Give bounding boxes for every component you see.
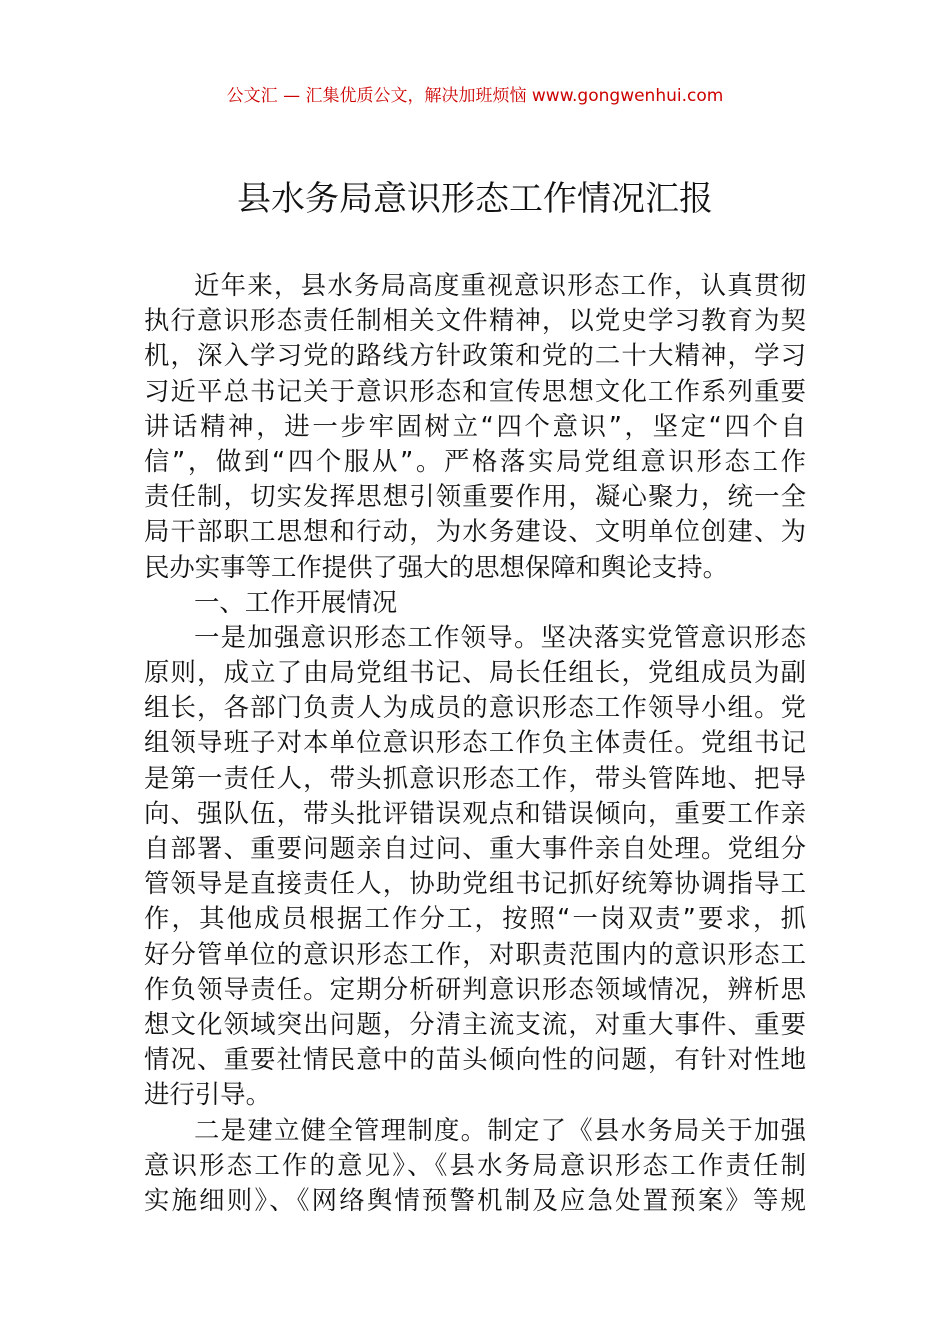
paragraph-line: 向、强队伍，带头批评错误观点和错误倾向，重要工作亲	[144, 797, 806, 828]
paragraph-line: 一、工作开展情况	[194, 586, 398, 617]
paragraph	[144, 620, 806, 1113]
paragraph-line: 作负领导责任。定期分析研判意识形态领域情况，辨析思	[144, 973, 806, 1004]
paragraph-line: 作，其他成员根据工作分工，按照“一岗双责”要求，抓	[144, 903, 806, 934]
document-body	[144, 268, 806, 1218]
paragraph-line: 近年来，县水务局高度重视意识形态工作，认真贯彻	[194, 270, 806, 300]
paragraph-line: 好分管单位的意识形态工作，对职责范围内的意识形态工	[144, 938, 806, 969]
paragraph-line: 进行引导。	[144, 1079, 271, 1110]
paragraph-line: 原则，成立了由局党组书记、局长任组长，党组成员为副	[144, 657, 806, 688]
paragraph-line: 民办实事等工作提供了强大的思想保障和舆论支持。	[144, 551, 728, 582]
paragraph-line: 责任制，切实发挥思想引领重要作用，凝心聚力，统一全	[144, 481, 806, 512]
document-title: 县水务局意识形态工作情况汇报	[237, 179, 713, 219]
paragraph	[144, 268, 806, 585]
paragraph-line: 机，深入学习党的路线方针政策和党的二十大精神，学习	[144, 340, 806, 371]
paragraph-line: 管领导是直接责任人，协助党组书记抓好统筹协调指导工	[144, 868, 806, 899]
paragraph-line: 讲话精神，进一步牢固树立“四个意识”，坚定“四个自	[144, 410, 806, 441]
paragraph	[144, 585, 806, 620]
paragraph-line: 习近平总书记关于意识形态和宣传思想文化工作系列重要	[144, 375, 806, 406]
paragraph-line: 想文化领域突出问题，分清主流支流，对重大事件、重要	[144, 1008, 806, 1039]
paragraph-line: 组领导班子对本单位意识形态工作负主体责任。党组书记	[144, 727, 806, 758]
paragraph-line: 实施细则》、《网络舆情预警机制及应急处置预案》等规	[144, 1184, 806, 1215]
paragraph-line: 意识形态工作的意见》、《县水务局意识形态工作责任制	[144, 1149, 806, 1180]
paragraph-line: 自部署、重要问题亲自过问、重大事件亲自处理。党组分	[144, 833, 806, 863]
site-header: 公文汇 — 汇集优质公文，解决加班烦恼 www.gongwenhui.com	[226, 86, 724, 106]
paragraph-line: 是第一责任人，带头抓意识形态工作，带头管阵地、把导	[144, 762, 806, 793]
paragraph-line: 二是建立健全管理制度。制定了《县水务局关于加强	[194, 1114, 806, 1145]
paragraph	[144, 1113, 806, 1219]
paragraph-line: 一是加强意识形态工作领导。坚决落实党管意识形态	[194, 621, 806, 652]
paragraph-line: 信”，做到“四个服从”。严格落实局党组意识形态工作	[144, 445, 806, 476]
paragraph-line: 局干部职工思想和行动，为水务建设、文明单位创建、为	[144, 516, 806, 547]
paragraph-line: 组长，各部门负责人为成员的意识形态工作领导小组。党	[144, 692, 806, 723]
paragraph-line: 情况、重要社情民意中的苗头倾向性的问题，有针对性地	[144, 1044, 806, 1075]
paragraph-line: 执行意识形态责任制相关文件精神，以党史学习教育为契	[144, 305, 806, 336]
